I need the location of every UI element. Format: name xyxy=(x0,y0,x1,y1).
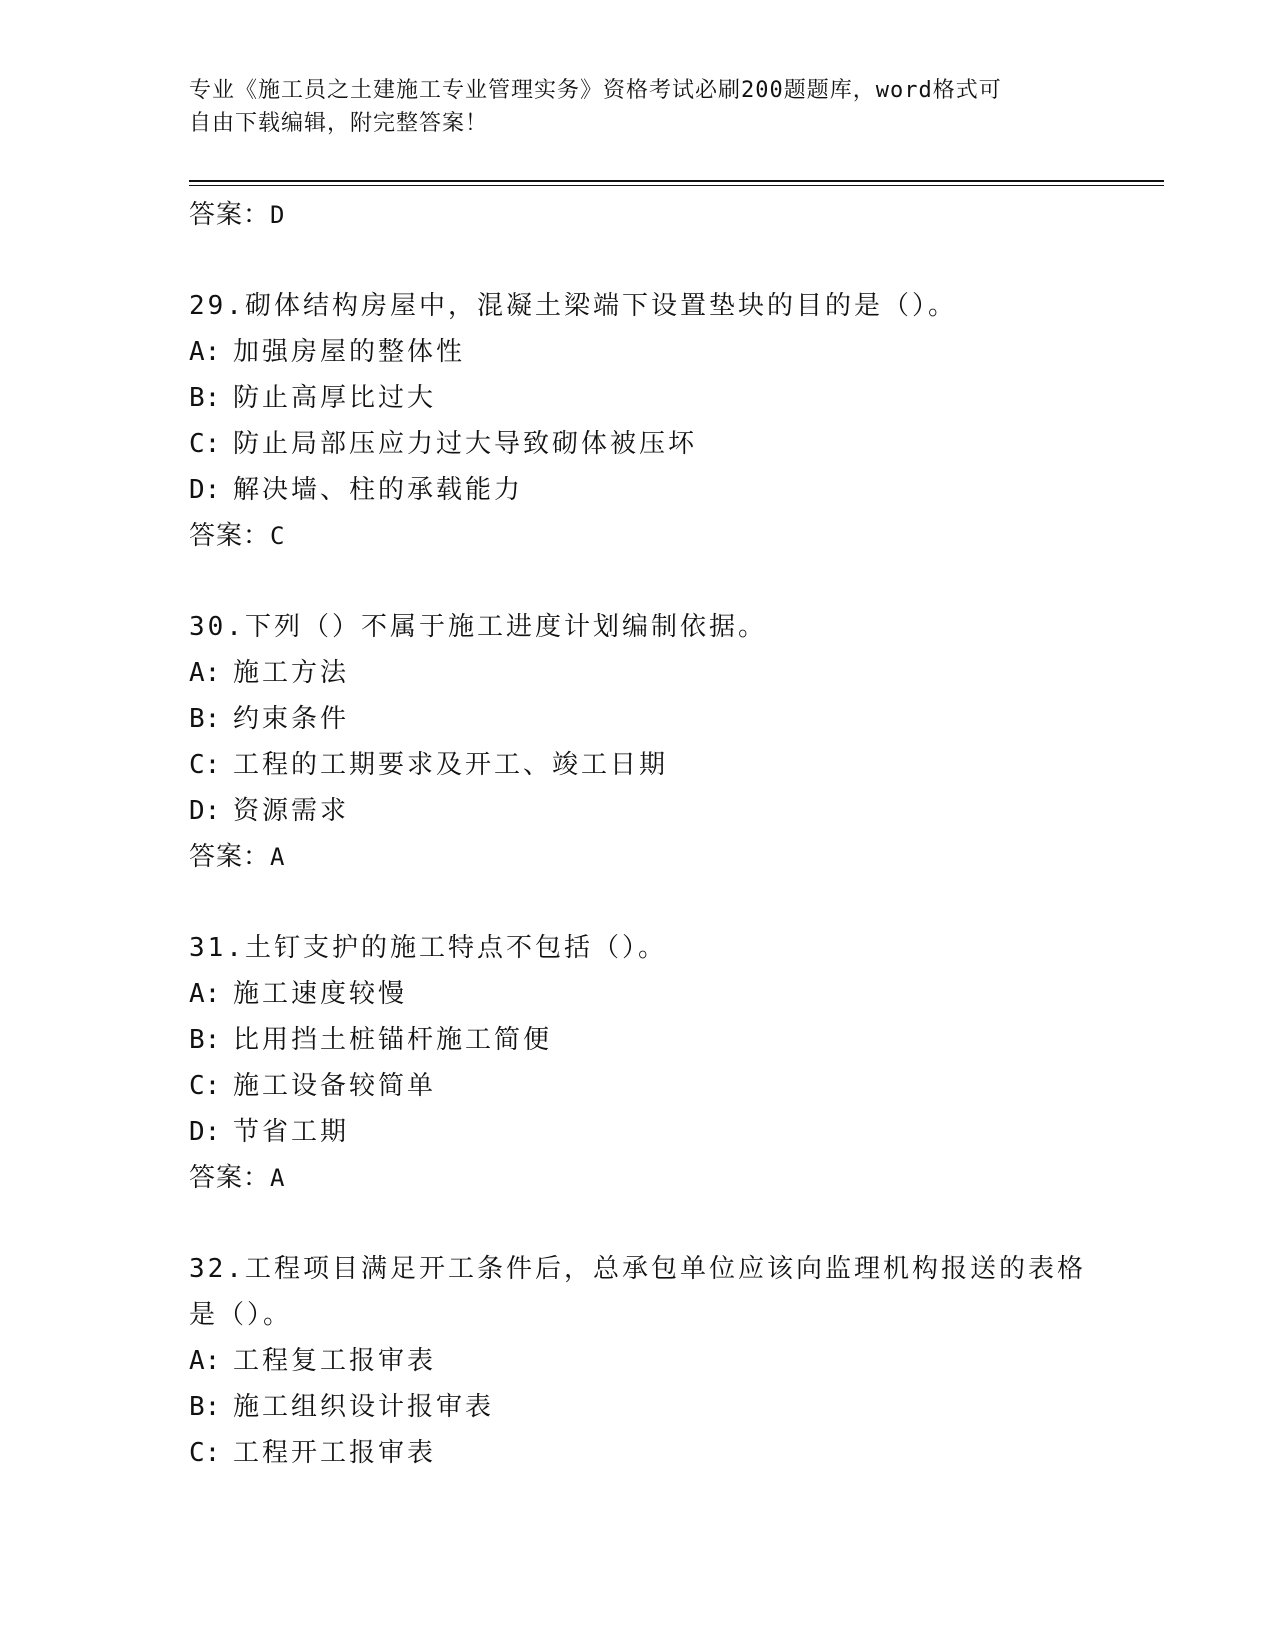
option-a xyxy=(189,971,1089,1017)
answer-line xyxy=(189,834,1089,880)
question-number: 31. xyxy=(189,933,245,963)
option-letter: A: xyxy=(189,1346,221,1376)
question-text: 工程项目满足开工条件后，总承包单位应该向监理机构报送的表格 xyxy=(244,1254,1086,1284)
question-number: 32. xyxy=(189,1254,245,1284)
option-text: 节省工期 xyxy=(233,1117,350,1147)
option-letter: C: xyxy=(189,1438,221,1468)
option-text: 施工组织设计报审表 xyxy=(233,1392,495,1422)
question-29 xyxy=(189,283,1089,329)
spacer xyxy=(189,559,1089,604)
spacer xyxy=(189,880,1089,925)
question-number: 30. xyxy=(189,612,245,642)
question-text: 砌体结构房屋中，混凝土梁端下设置垫块的目的是（）。 xyxy=(244,291,957,321)
option-a xyxy=(189,650,1089,696)
answer-value: C xyxy=(270,522,286,550)
answer-line xyxy=(189,513,1089,559)
question-31 xyxy=(189,925,1089,971)
header-line-2: 自由下载编辑，附完整答案！ xyxy=(189,111,489,136)
option-c xyxy=(189,1430,1089,1476)
question-30 xyxy=(189,604,1089,650)
option-letter: B: xyxy=(189,1025,221,1055)
option-text: 比用挡土桩锚杆施工简便 xyxy=(233,1025,553,1055)
option-letter: C: xyxy=(189,750,221,780)
option-c xyxy=(189,742,1089,788)
option-b xyxy=(189,375,1089,421)
option-text: 加强房屋的整体性 xyxy=(233,337,466,367)
answer-line xyxy=(189,1155,1089,1201)
option-text: 工程的工期要求及开工、竣工日期 xyxy=(233,750,669,780)
spacer xyxy=(189,1201,1089,1246)
option-text: 防止高厚比过大 xyxy=(233,383,437,413)
option-text: 防止局部压应力过大导致砌体被压坏 xyxy=(233,429,698,459)
option-a xyxy=(189,329,1089,375)
answer-value: A xyxy=(270,843,286,871)
option-text: 施工速度较慢 xyxy=(233,979,408,1009)
option-d xyxy=(189,788,1089,834)
option-letter: B: xyxy=(189,383,221,413)
option-letter: A: xyxy=(189,658,221,688)
answer-value: A xyxy=(270,1164,286,1192)
option-letter: B: xyxy=(189,1392,221,1422)
option-b xyxy=(189,1017,1089,1063)
document-header xyxy=(189,74,1069,140)
option-b xyxy=(189,1384,1089,1430)
option-c xyxy=(189,421,1089,467)
option-letter: B: xyxy=(189,704,221,734)
answer-label: 答案： xyxy=(189,200,271,230)
option-letter: D: xyxy=(189,1117,221,1147)
option-d xyxy=(189,1109,1089,1155)
answer-label: 答案： xyxy=(189,1163,271,1193)
question-32 xyxy=(189,1246,1089,1292)
answer-label: 答案： xyxy=(189,842,271,872)
spacer xyxy=(189,238,1089,283)
option-letter: A: xyxy=(189,979,221,1009)
option-a xyxy=(189,1338,1089,1384)
option-b xyxy=(189,696,1089,742)
question-text: 土钉支护的施工特点不包括（）。 xyxy=(244,933,667,963)
answer-label: 答案： xyxy=(189,521,271,551)
answer-value: D xyxy=(270,201,286,229)
option-text: 工程开工报审表 xyxy=(233,1438,437,1468)
option-c xyxy=(189,1063,1089,1109)
option-text: 施工设备较简单 xyxy=(233,1071,437,1101)
header-line-1: 专业《施工员之土建施工专业管理实务》资格考试必刷200题题库，word格式可 xyxy=(189,78,1002,103)
option-text: 资源需求 xyxy=(233,796,350,826)
option-letter: A: xyxy=(189,337,221,367)
option-text: 工程复工报审表 xyxy=(233,1346,437,1376)
answer-line xyxy=(189,192,1089,238)
question-number: 29. xyxy=(189,291,245,321)
option-letter: C: xyxy=(189,1071,221,1101)
option-letter: C: xyxy=(189,429,221,459)
option-d xyxy=(189,467,1089,513)
option-letter: D: xyxy=(189,475,221,505)
question-32-continued: 是（）。 xyxy=(189,1300,293,1330)
option-text: 约束条件 xyxy=(233,704,350,734)
header-divider xyxy=(189,180,1164,186)
option-text: 解决墙、柱的承载能力 xyxy=(233,475,524,505)
option-letter: D: xyxy=(189,796,221,826)
question-text: 下列（）不属于施工进度计划编制依据。 xyxy=(244,612,767,642)
question-list xyxy=(189,192,1089,1476)
option-text: 施工方法 xyxy=(233,658,350,688)
